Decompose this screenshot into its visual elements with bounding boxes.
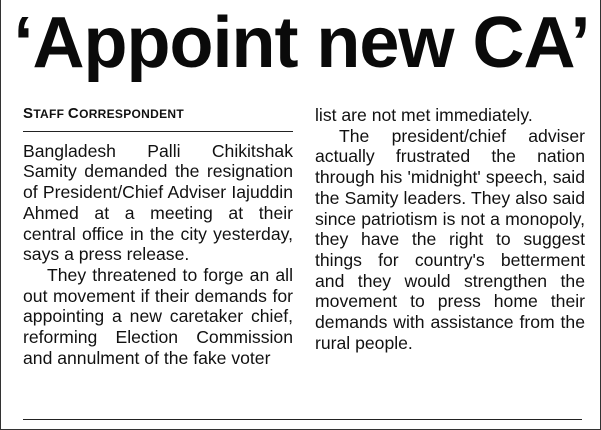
article-paragraph-2-continued: list are not met immediately. [315,105,533,125]
byline [23,104,293,132]
headline: ‘Appoint new CA’ [13,3,590,83]
article-paragraph-3: The president/chief adviser actually frustrated the nation through his 'midnight' speech, said the Samity leaders. They also said since patriotism is not a monopoly, they have the right to suggest things for country's betterment and they would strengthen the movement to press home their demands with assistance from the rural people. [315,125,585,353]
article-paragraph-1: Bangladesh Palli Chikitshak Samity demanded the resignation of President/Chief Adviser Iajuddin Ahmed at a meeting at their central office in the city yesterday, says a press release. [23,140,293,265]
left-column [23,104,293,368]
byline-initial-2: C [67,105,80,122]
bottom-rule [23,419,582,420]
byline-rest-2: ORRESPONDENT [79,107,185,121]
right-column [315,105,585,353]
byline-initial-1: S [23,105,34,122]
article-paragraph-2: They threatened to forge an all out movement if their demands for appointing a new caretaker chief, reforming Election Commission and annulment of the fake voter [23,264,293,368]
byline-rest-1: TAFF [33,107,68,121]
